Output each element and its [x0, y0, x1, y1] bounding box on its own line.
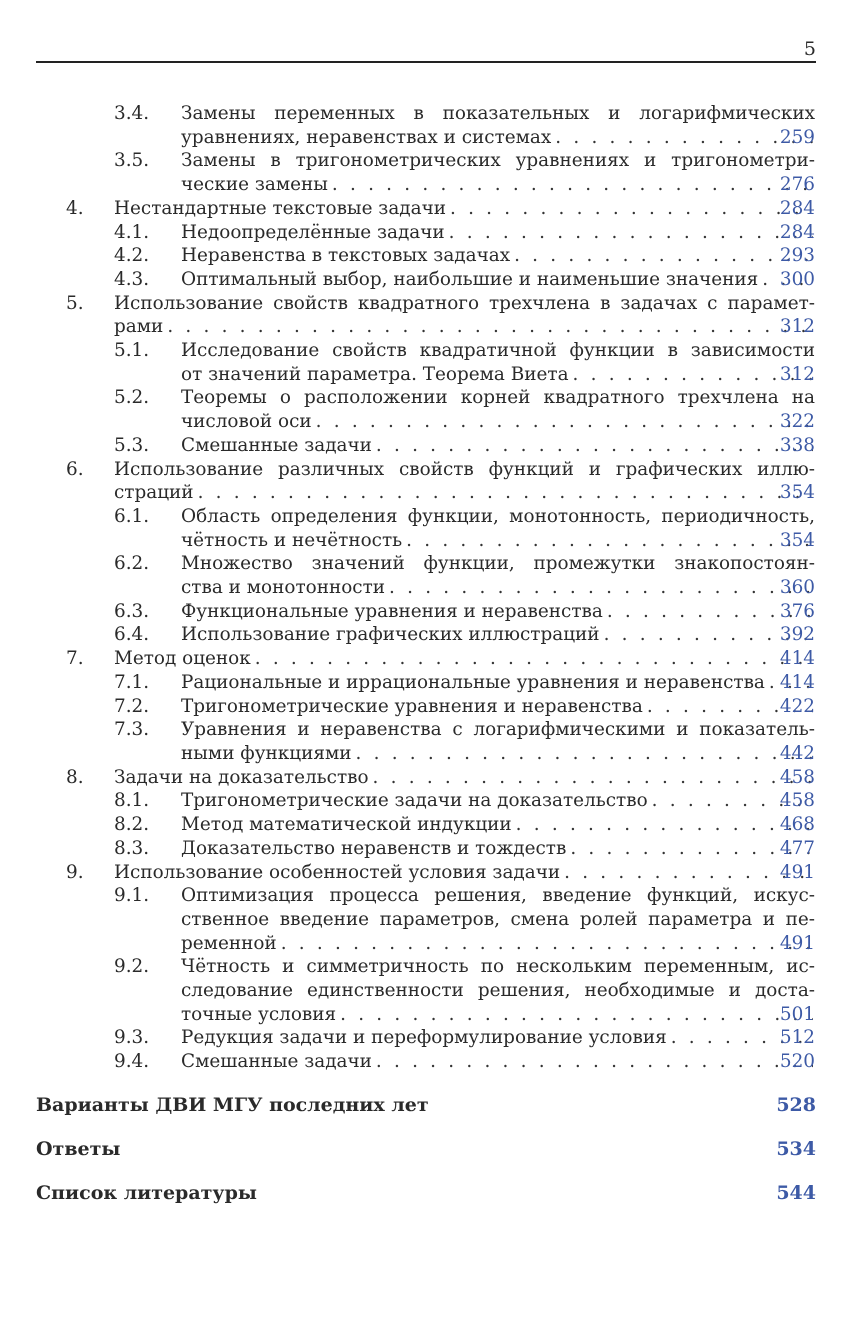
entry-title-line — [181, 955, 815, 979]
entry-title — [181, 695, 815, 719]
entry-number: 5. — [66, 292, 84, 314]
entry-title-line — [181, 552, 815, 576]
dot-leader — [198, 481, 813, 505]
entry-title — [181, 339, 815, 386]
entry-number: 5.1. — [114, 340, 150, 362]
dot-leader — [570, 837, 813, 861]
entry-title-line — [181, 149, 815, 173]
entry-title-text: ства и монотонности — [181, 577, 386, 599]
toc-subsection[interactable] — [0, 244, 857, 268]
toc-chapter[interactable] — [36, 1182, 816, 1204]
entry-title-line — [114, 458, 815, 482]
entry-number: 9.4. — [114, 1051, 150, 1073]
entry-title-text: рами — [114, 316, 164, 338]
entry-number: 8.2. — [114, 814, 150, 836]
entry-number: 9.2. — [114, 956, 150, 978]
entry-title-text: Тригонометрические уравнения и неравенства — [181, 695, 643, 717]
entry-title-text: от значений параметра. Теорема Виета — [181, 363, 569, 385]
entry-number: 6. — [66, 458, 84, 480]
dot-leader — [450, 197, 813, 221]
toc-section[interactable] — [0, 292, 857, 339]
entry-title — [181, 813, 815, 837]
page-link[interactable]: 276 — [779, 174, 815, 196]
entry-title-line — [181, 410, 815, 434]
toc-subsection[interactable] — [0, 813, 857, 837]
entry-title-line — [181, 173, 815, 197]
toc-section[interactable] — [0, 647, 857, 671]
entry-title-text: Множество значений функции, промежутки знакопостоян- — [181, 553, 815, 575]
entry-title-line — [114, 197, 815, 221]
entry-title-text: Уравнения и неравенства с логарифмическими и показатель- — [181, 719, 815, 741]
entry-number: 6.2. — [114, 553, 150, 575]
entry-title — [114, 292, 815, 339]
entry-title-text: числовой оси — [181, 411, 312, 433]
entry-title-text: следование единственности решения, необходимые и доста- — [181, 980, 815, 1002]
entry-title-line — [181, 813, 815, 837]
entry-title-text: Чётность и симметричность по нескольким переменным, ис- — [181, 956, 815, 978]
toc-subsection[interactable] — [0, 268, 857, 292]
entry-number: 5.3. — [114, 434, 150, 456]
dot-leader — [376, 1050, 813, 1074]
page-link[interactable]: 414 — [779, 648, 815, 670]
entry-title-text: ременной — [181, 932, 277, 954]
dot-leader — [564, 861, 813, 885]
entry-number: 4.1. — [114, 221, 150, 243]
dot-leader — [516, 813, 813, 837]
entry-title — [181, 600, 815, 624]
toc-subsection[interactable] — [0, 623, 857, 647]
dot-leader — [281, 932, 813, 956]
entry-title-text: Оптимальный выбор, наибольшие и наименьшие значения — [181, 268, 759, 290]
entry-title-text: ческие замены — [181, 174, 328, 196]
entry-title-line — [181, 434, 815, 458]
dot-leader — [449, 221, 813, 245]
entry-title — [181, 718, 815, 765]
entry-title-line — [181, 268, 815, 292]
toc-section[interactable] — [0, 197, 857, 221]
entry-number: 6.1. — [114, 505, 150, 527]
header-rule — [36, 61, 816, 63]
entry-title-line — [181, 102, 815, 126]
entry-title-line — [114, 766, 815, 790]
entry-title — [181, 955, 815, 1026]
dot-leader — [573, 363, 813, 387]
entry-number: 5.2. — [114, 387, 150, 409]
page-link[interactable]: 458 — [779, 790, 815, 812]
entry-title — [181, 505, 815, 552]
entry-number: 7.2. — [114, 695, 150, 717]
entry-title-line — [181, 623, 815, 647]
toc-section[interactable] — [0, 766, 857, 790]
entry-title — [181, 434, 815, 458]
chapter-title: Список литературы — [36, 1182, 257, 1204]
entry-title — [181, 268, 815, 292]
page-link[interactable]: 284 — [779, 197, 815, 219]
entry-title-line — [114, 861, 815, 885]
entry-title-text: Смешанные задачи — [181, 1051, 372, 1073]
toc-subsection[interactable] — [0, 837, 857, 861]
entry-title-text: чётность и нечётность — [181, 529, 403, 551]
entry-title-line — [181, 979, 815, 1003]
page-link[interactable]: 360 — [779, 577, 815, 599]
entry-title-line — [181, 742, 815, 766]
entry-number: 6.4. — [114, 624, 150, 646]
entry-title-line — [114, 647, 815, 671]
entry-title-line — [181, 789, 815, 813]
entry-title — [181, 149, 815, 196]
dot-leader — [316, 410, 813, 434]
entry-title-text: Метод математической индукции — [181, 814, 512, 836]
toc-subsection[interactable] — [0, 149, 857, 196]
entry-title-text: Метод оценок — [114, 648, 251, 670]
toc-subsection[interactable] — [0, 339, 857, 386]
toc-subsection[interactable] — [0, 955, 857, 1026]
page-link[interactable]: 312 — [779, 363, 815, 385]
entry-title-line — [114, 292, 815, 316]
entry-number: 3.5. — [114, 150, 150, 172]
entry-title-line — [181, 386, 815, 410]
entry-title — [181, 623, 815, 647]
entry-title-text: точные условия — [181, 1003, 337, 1025]
page-number: 5 — [803, 38, 816, 60]
dot-leader — [356, 742, 813, 766]
entry-number: 4.2. — [114, 245, 150, 267]
entry-title-text: Использование различных свойств функций и графических иллю- — [114, 458, 815, 480]
entry-title-line — [181, 363, 815, 387]
toc-subsection[interactable] — [0, 434, 857, 458]
entry-title-line — [181, 1026, 815, 1050]
entry-title — [114, 647, 815, 671]
page-link[interactable]: 422 — [779, 695, 815, 717]
entry-title-text: Замены в тригонометрических уравнениях и тригонометри- — [181, 150, 815, 172]
entry-title-text: ными функциями — [181, 742, 352, 764]
entry-title-line — [181, 718, 815, 742]
toc-subsection[interactable] — [0, 1050, 857, 1074]
toc-subsection[interactable] — [0, 505, 857, 552]
page-link[interactable]: 458 — [779, 766, 815, 788]
page-link[interactable]: 392 — [779, 624, 815, 646]
entry-title-text: Редукция задачи и переформулирование условия — [181, 1027, 667, 1049]
page-link[interactable]: 512 — [779, 1027, 815, 1049]
entry-number: 7.3. — [114, 719, 150, 741]
entry-title — [181, 244, 815, 268]
entry-title — [181, 789, 815, 813]
page-link[interactable]: 520 — [779, 1051, 815, 1073]
entry-title — [114, 861, 815, 885]
entry-title-line — [181, 1003, 815, 1027]
page-link[interactable]: 442 — [779, 742, 815, 764]
entry-title-text: Доказательство неравенств и тождеств — [181, 837, 567, 859]
dot-leader — [373, 766, 813, 790]
page-link[interactable]: 284 — [779, 221, 815, 243]
entry-title-line — [181, 908, 815, 932]
entry-title-text: страций — [114, 482, 194, 504]
entry-title-line — [114, 315, 815, 339]
page-link[interactable]: 259 — [779, 126, 815, 148]
entry-title-text: Задачи на доказательство — [114, 766, 369, 788]
entry-title-text: Смешанные задачи — [181, 434, 372, 456]
toc-section[interactable] — [0, 458, 857, 505]
toc-subsection[interactable] — [0, 600, 857, 624]
toc-chapter[interactable] — [36, 1138, 816, 1160]
page-link[interactable]: 501 — [779, 1003, 815, 1025]
entry-title-line — [181, 1050, 815, 1074]
page-link[interactable]: 300 — [779, 268, 815, 290]
entry-title — [181, 837, 815, 861]
entry-title-text: Рациональные и иррациональные уравнения и неравенства — [181, 671, 765, 693]
dot-leader — [376, 434, 813, 458]
dot-leader — [167, 315, 813, 339]
toc-subsection[interactable] — [0, 671, 857, 695]
entry-title — [114, 458, 815, 505]
entry-title-text: уравнениях, неравенствах и системах — [181, 126, 552, 148]
entry-number: 4. — [66, 197, 84, 219]
dot-leader — [406, 529, 813, 553]
entry-title — [181, 102, 815, 149]
entry-title-line — [181, 244, 815, 268]
entry-title — [114, 197, 815, 221]
entry-title — [181, 221, 815, 245]
page-link[interactable]: 468 — [779, 814, 815, 836]
entry-title-text: Замены переменных в показательных и логарифмических — [181, 103, 815, 124]
entry-title-text: Использование графических иллюстраций — [181, 624, 600, 646]
page-link[interactable]: 528 — [776, 1094, 816, 1116]
entry-title — [181, 1050, 815, 1074]
entry-title-line — [181, 221, 815, 245]
entry-title-line — [181, 600, 815, 624]
entry-title-line — [181, 529, 815, 553]
toc-subsection[interactable] — [0, 789, 857, 813]
entry-title-line — [181, 932, 815, 956]
dot-leader — [340, 1003, 813, 1027]
entry-title-text: ственное введение параметров, смена ролей параметра и пе- — [181, 908, 815, 930]
entry-title — [181, 671, 815, 695]
page-link[interactable]: 376 — [779, 600, 815, 622]
entry-title — [181, 884, 815, 955]
entry-title-line — [181, 576, 815, 600]
page-link[interactable]: 322 — [779, 411, 815, 433]
toc-subsection[interactable] — [0, 1026, 857, 1050]
page-link[interactable]: 414 — [779, 671, 815, 693]
dot-leader — [255, 647, 813, 671]
entry-number: 7. — [66, 648, 84, 670]
page-link[interactable]: 534 — [776, 1138, 816, 1160]
dot-leader — [555, 126, 813, 150]
page-link[interactable]: 544 — [776, 1182, 816, 1204]
page-link[interactable]: 491 — [779, 932, 815, 954]
toc-section[interactable] — [0, 861, 857, 885]
entry-title — [181, 1026, 815, 1050]
entry-title-text: Недоопределённые задачи — [181, 221, 445, 243]
entry-title-line — [181, 671, 815, 695]
entry-title-line — [181, 695, 815, 719]
page-link[interactable]: 354 — [779, 529, 815, 551]
entry-title-text: Оптимизация процесса решения, введение функций, искус- — [181, 885, 815, 907]
toc-subsection[interactable] — [0, 102, 857, 149]
page-link[interactable]: 293 — [779, 245, 815, 267]
toc-subsection[interactable] — [0, 884, 857, 955]
entry-title-line — [181, 505, 815, 529]
entry-title-line — [114, 481, 815, 505]
chapter-title: Варианты ДВИ МГУ последних лет — [36, 1094, 429, 1116]
table-of-contents — [0, 102, 857, 1074]
entry-number: 9. — [66, 861, 84, 883]
entry-number: 8. — [66, 766, 84, 788]
entry-title-text: Тригонометрические задачи на доказательство — [181, 790, 648, 812]
entry-title-line — [181, 126, 815, 150]
entry-title-text: Область определения функции, монотонность, периодичность, — [181, 505, 815, 527]
dot-leader — [389, 576, 813, 600]
toc-subsection[interactable] — [0, 695, 857, 719]
entry-title — [181, 552, 815, 599]
entry-number: 7.1. — [114, 671, 150, 693]
entry-title-text: Использование особенностей условия задачи — [114, 861, 561, 883]
page-link[interactable]: 477 — [779, 837, 815, 859]
entry-title-text: Функциональные уравнения и неравенства — [181, 600, 603, 622]
toc-subsection[interactable] — [0, 718, 857, 765]
entry-title — [181, 386, 815, 433]
entry-number: 3.4. — [114, 103, 150, 124]
entry-title-line — [181, 884, 815, 908]
entry-title-line — [181, 837, 815, 861]
chapter-title: Ответы — [36, 1138, 121, 1160]
entry-title-text: Неравенства в текстовых задачах — [181, 245, 511, 267]
toc-subsection[interactable] — [0, 221, 857, 245]
toc-chapter[interactable] — [36, 1094, 816, 1116]
entry-number: 8.1. — [114, 790, 150, 812]
dot-leader — [514, 244, 813, 268]
entry-number: 6.3. — [114, 600, 150, 622]
page-link[interactable]: 312 — [779, 316, 815, 338]
entry-title-line — [181, 339, 815, 363]
entry-title-text: Исследование свойств квадратичной функции в зависимости — [181, 340, 815, 362]
entry-title-text: Нестандартные текстовые задачи — [114, 197, 446, 219]
entry-number: 9.1. — [114, 885, 150, 907]
page-link[interactable]: 338 — [779, 434, 815, 456]
entry-number: 8.3. — [114, 837, 150, 859]
entry-title — [114, 766, 815, 790]
entry-title-text: Теоремы о расположении корней квадратного трехчлена на — [181, 387, 815, 409]
page-link[interactable]: 354 — [779, 482, 815, 504]
entry-number: 9.3. — [114, 1027, 150, 1049]
entry-number: 4.3. — [114, 268, 150, 290]
page-link[interactable]: 491 — [779, 861, 815, 883]
toc-subsection[interactable] — [0, 552, 857, 599]
toc-subsection[interactable] — [0, 386, 857, 433]
entry-title-text: Использование свойств квадратного трехчлена в задачах с парамет- — [114, 292, 815, 314]
dot-leader — [332, 173, 813, 197]
